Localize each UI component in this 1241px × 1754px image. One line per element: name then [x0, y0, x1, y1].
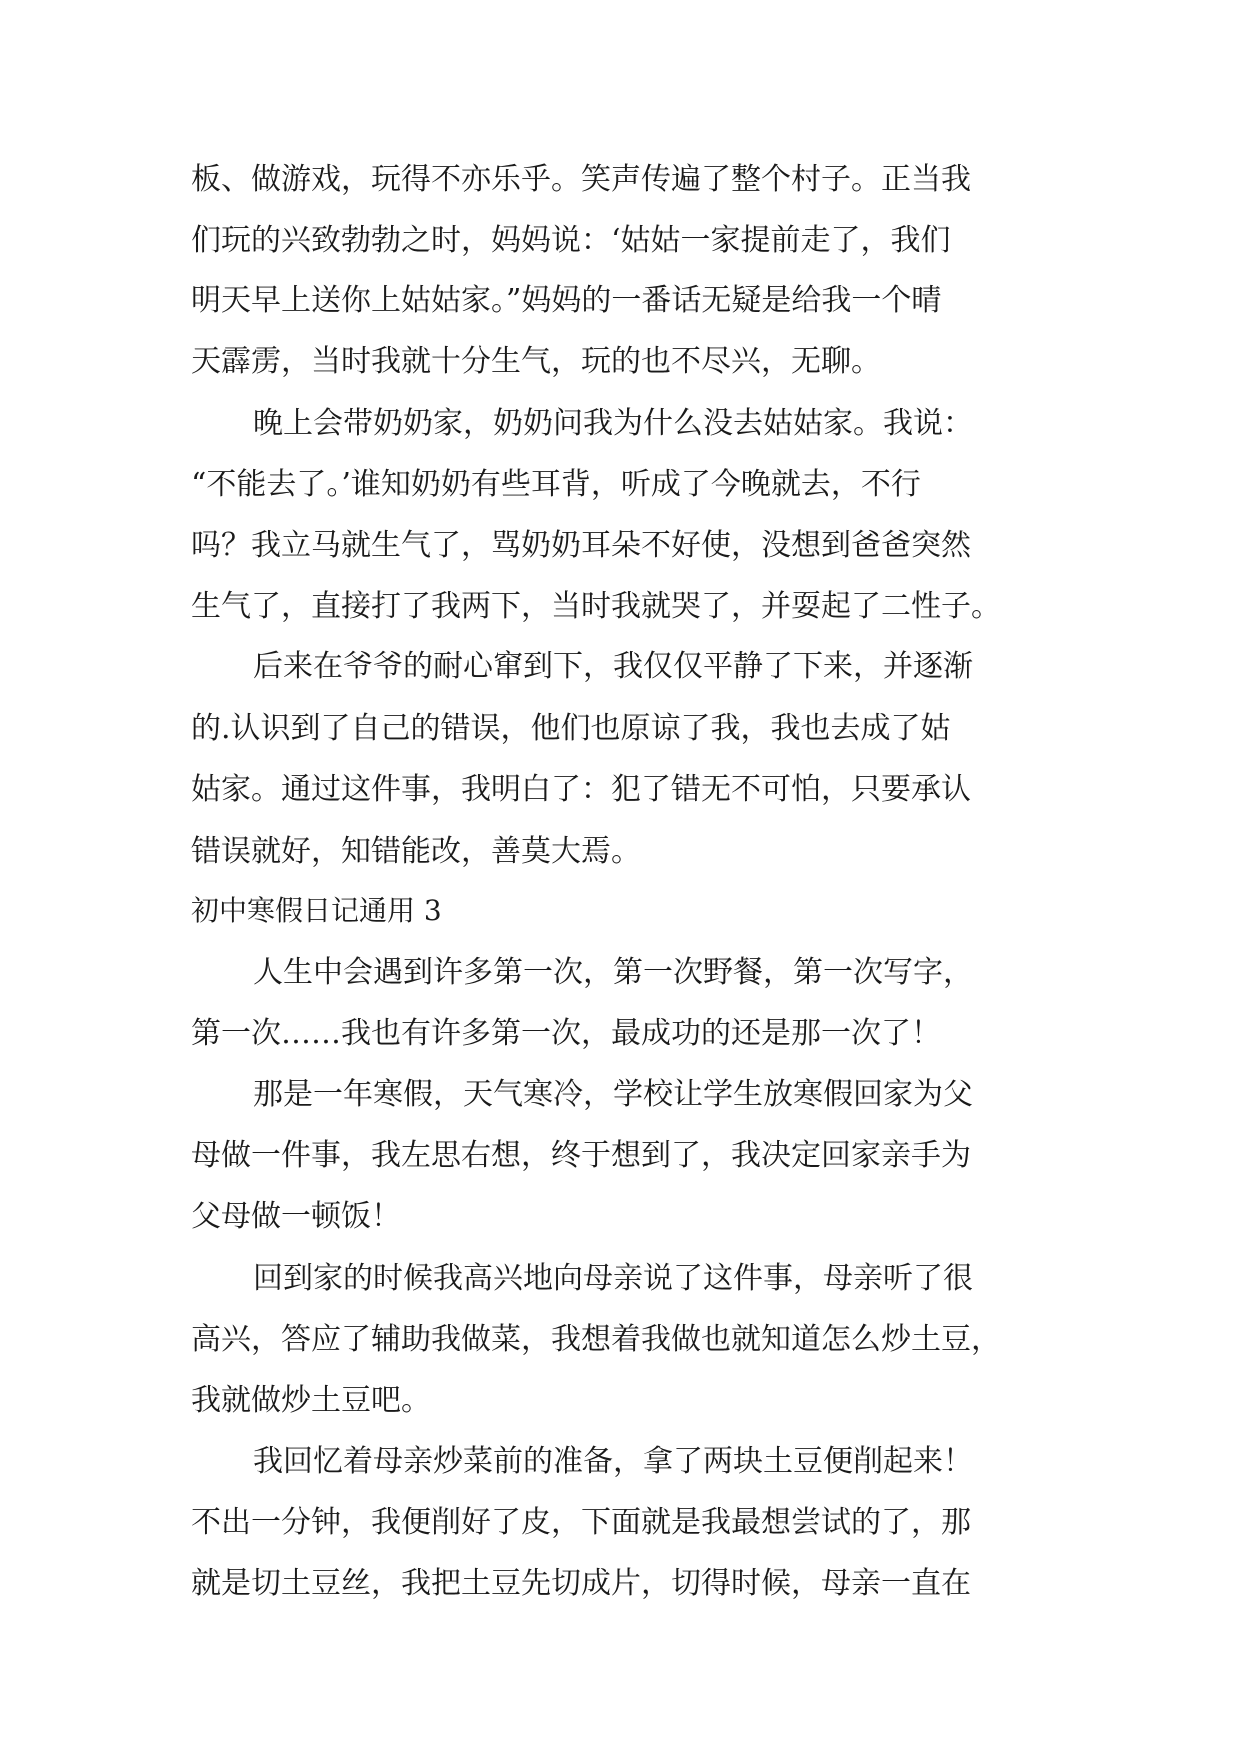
paragraph-start-line: 后来在爷爷的耐心窜到下，我仅仅平静了下来，并逐渐: [253, 649, 973, 684]
text-line: 们玩的兴致勃勃之时，妈妈说：‘姑姑一家提前走了，我们: [191, 223, 951, 258]
text-line: 天霹雳，当时我就十分生气，玩的也不尽兴，无聊。: [191, 344, 881, 379]
text-line: 父母做一顿饭！: [191, 1199, 401, 1234]
text-line: 不出一分钟，我便削好了皮，下面就是我最想尝试的了，那: [191, 1505, 971, 1540]
paragraph-start-line: 人生中会遇到许多第一次，第一次野餐，第一次写字，: [253, 955, 973, 990]
paragraph-start-line: 我回忆着母亲炒菜前的准备，拿了两块土豆便削起来！: [253, 1444, 973, 1479]
paragraph-start-line: 那是一年寒假，天气寒冷，学校让学生放寒假回家为父: [253, 1077, 973, 1112]
text-line: 明天早上送你上姑姑家。”妈妈的一番话无疑是给我一个晴: [191, 283, 942, 318]
text-line: 第一次……我也有许多第一次，最成功的还是那一次了！: [191, 1016, 941, 1051]
text-line: 我就做炒土豆吧。: [191, 1383, 431, 1418]
text-line: 生气了，直接打了我两下，当时我就哭了，并耍起了二性子。: [191, 589, 1001, 624]
paragraph-start-line: 晚上会带奶奶家，奶奶问我为什么没去姑姑家。我说：: [253, 406, 973, 441]
text-line: 错误就好，知错能改，善莫大焉。: [191, 834, 641, 869]
text-line: 高兴，答应了辅助我做菜，我想着我做也就知道怎么炒土豆，: [191, 1322, 1001, 1357]
text-line: 的.认识到了自己的错误，他们也原谅了我，我也去成了姑: [191, 711, 951, 746]
text-line: 就是切土豆丝，我把土豆先切成片，切得时候，母亲一直在: [191, 1566, 971, 1601]
text-line: 姑家。通过这件事，我明白了：犯了错无不可怕，只要承认: [191, 772, 971, 807]
text-line: 板、做游戏，玩得不亦乐乎。笑声传遍了整个村子。正当我: [191, 162, 971, 197]
section-heading: 初中寒假日记通用 3: [191, 894, 442, 927]
paragraph-start-line: 回到家的时候我高兴地向母亲说了这件事，母亲听了很: [253, 1261, 973, 1296]
text-line: 母做一件事，我左思右想，终于想到了，我决定回家亲手为: [191, 1138, 971, 1173]
text-line: 吗？我立马就生气了，骂奶奶耳朵不好使，没想到爸爸突然: [191, 528, 971, 563]
text-line: “不能去了。’谁知奶奶有些耳背，听成了今晚就去，不行: [191, 467, 921, 502]
